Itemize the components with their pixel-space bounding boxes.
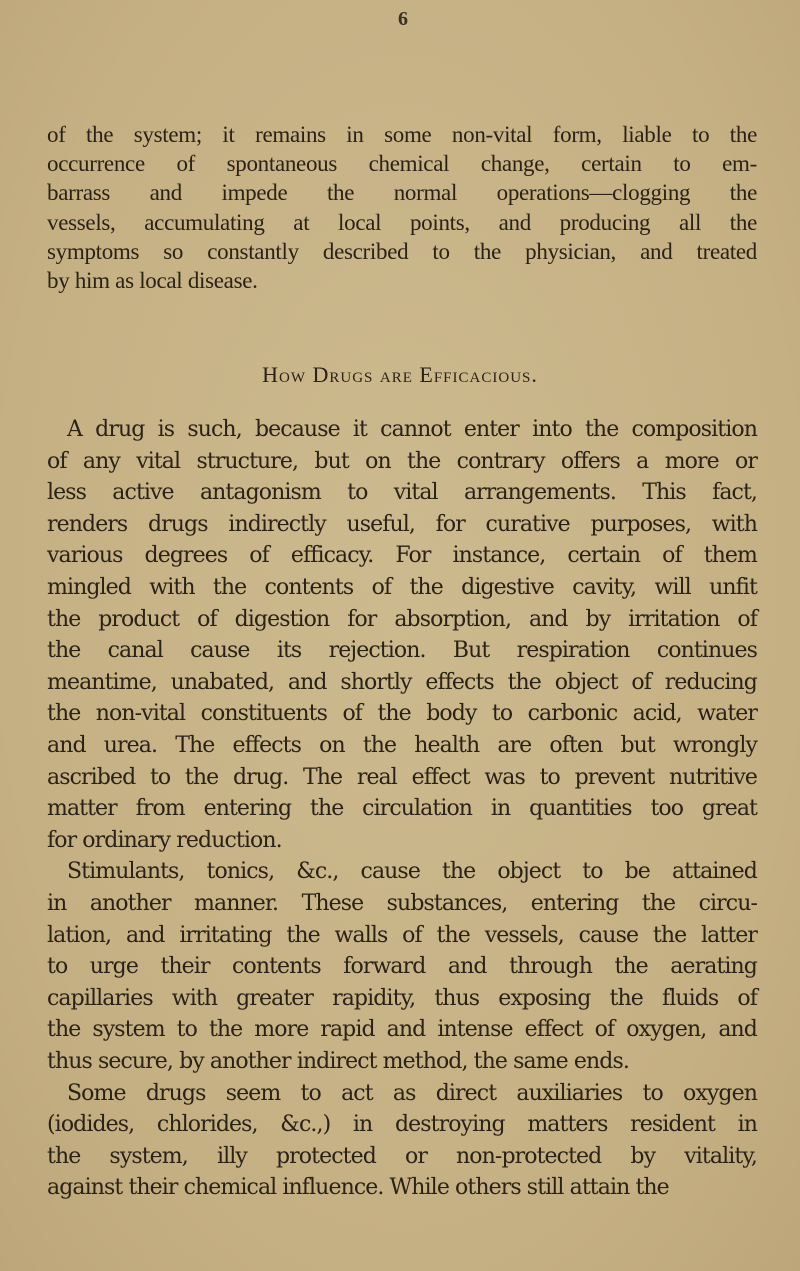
text-line: Stimulants, tonics, &c., cause the object to be attained	[67, 859, 757, 885]
text-line: and urea. The effects on the health are often but wrongly	[47, 733, 757, 758]
text-line: vessels, accumulating at local points, and producing all the	[47, 209, 757, 235]
text-line: symptoms so constantly described to the physician, and treated	[47, 238, 757, 264]
text-line: meantime, unabated, and shortly effects the object of reducing	[47, 669, 757, 695]
page-number: 6	[398, 8, 408, 30]
text-line: renders drugs indirectly useful, for curative purposes, with	[47, 511, 757, 537]
text-line: barrass and impede the normal operations—clogging the	[47, 180, 757, 206]
text-line: by him as local disease.	[47, 268, 258, 293]
text-line: against their chemical influence. While others still attain the	[47, 1175, 669, 1201]
text-line: of any vital structure, but on the contrary offers a more or	[47, 448, 757, 474]
text-line: mingled with the contents of the digestive cavity, will unfit	[47, 575, 757, 600]
text-line: capillaries with greater rapidity, thus exposing the fluids of	[47, 985, 757, 1011]
section-heading: How Drugs are Efficacious.	[262, 362, 538, 387]
text-line: lation, and irritating the walls of the vessels, cause the latter	[47, 922, 757, 948]
text-line: Some drugs seem to act as direct auxiliaries to oxygen	[67, 1080, 757, 1106]
text-line: to urge their contents forward and through the aerating	[47, 954, 757, 980]
text-line: occurrence of spontaneous chemical change, certain to em-	[47, 151, 757, 177]
text-line: in another manner. These substances, entering the circu-	[47, 891, 757, 916]
text-line: less active antagonism to vital arrangements. This fact,	[47, 480, 757, 506]
text-line: A drug is such, because it cannot enter into the composition	[67, 417, 757, 442]
text-line: (iodides, chlorides, &c.,) in destroying matters resident in	[47, 1112, 757, 1138]
text-line: for ordinary reduction.	[47, 827, 282, 853]
text-line: the product of digestion for absorption, and by irritation of	[47, 606, 757, 632]
text-line: thus secure, by another indirect method, the same ends.	[47, 1049, 629, 1074]
text-line: the system, illy protected or non-protected by vitality,	[47, 1143, 757, 1169]
text-line: various degrees of efficacy. For instance, certain of them	[47, 543, 757, 569]
text-line: of the system; it remains in some non-vital form, liable to the	[47, 122, 757, 147]
text-line: the non-vital constituents of the body to carbonic acid, water	[47, 701, 757, 727]
text-line: the system to the more rapid and intense effect of oxygen, and	[47, 1017, 757, 1043]
text-line: ascribed to the drug. The real effect was to prevent nutritive	[47, 764, 757, 790]
text-line: matter from entering the circulation in quantities too great	[47, 796, 757, 822]
text-line: the canal cause its rejection. But respiration continues	[47, 638, 757, 664]
